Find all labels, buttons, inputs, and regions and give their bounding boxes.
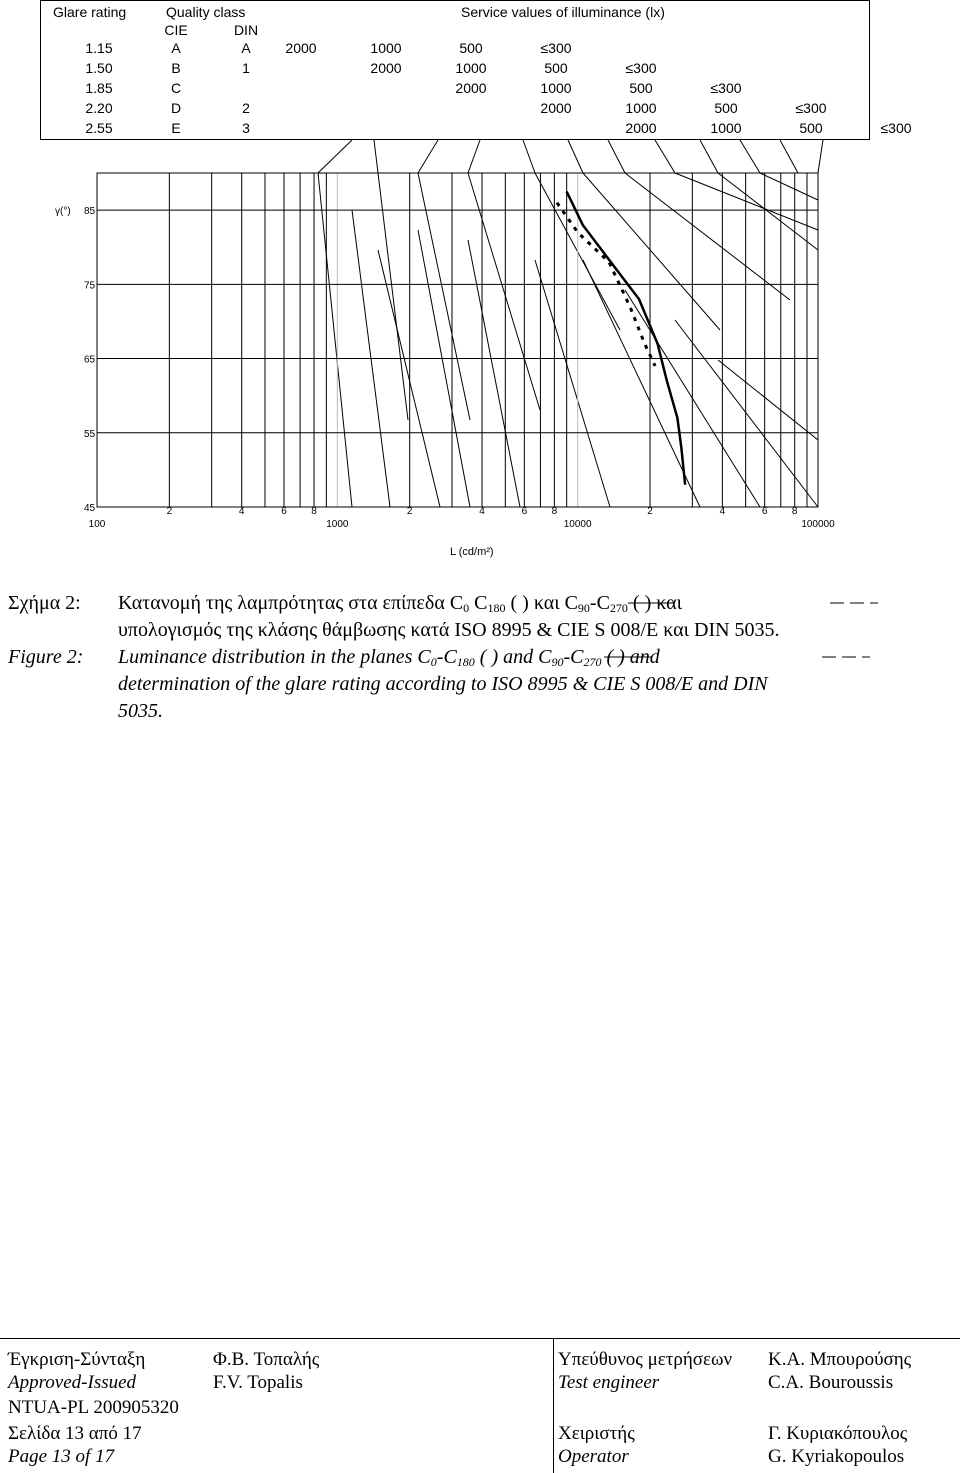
- glare-limit-line: [468, 240, 520, 507]
- operator-label-en: Operator: [558, 1446, 629, 1467]
- row-illuminance-value: ≤300: [625, 60, 657, 76]
- approver-name-en: F.V. Topalis: [213, 1372, 303, 1393]
- glare-limit-lines: [318, 140, 823, 507]
- x-major-tick-label: 100: [88, 519, 106, 530]
- glare-limit-line: [468, 140, 480, 173]
- row-glare-rating: 1.15: [85, 40, 113, 56]
- page-number-gr: Σελίδα 13 από 17: [8, 1423, 142, 1444]
- caption-english-line1: Luminance distribution in the planes $C_0-C_{180}$ ( ) and $C_{90}-C_{270}$ ( ) and: [118, 646, 660, 669]
- row-cie-class: A: [171, 40, 181, 56]
- glare-limit-line: [655, 140, 675, 173]
- operator-label-gr: Χειριστής: [558, 1423, 635, 1444]
- test-engineer-name-en: C.A. Bouroussis: [768, 1372, 894, 1393]
- glare-limit-line: [718, 173, 818, 250]
- x-minor-tick-label: 4: [238, 506, 245, 517]
- row-illuminance-value: 2000: [370, 60, 402, 76]
- row-glare-rating: 2.55: [85, 120, 113, 136]
- caption-greek-line1: Κατανομή της λαμπρότητας στα επίπεδα $C_0$ $C_{180}$ ( ) και $C_{90}-C_{270}$ ( ) και: [118, 592, 683, 615]
- row-glare-rating: 1.85: [85, 80, 113, 96]
- glare-limit-line: [700, 140, 718, 173]
- row-illuminance-value: ≤300: [795, 100, 827, 116]
- header-service-values: Service values of illuminance (lx): [461, 4, 665, 20]
- row-illuminance-value: 1000: [455, 60, 487, 76]
- x-minor-tick-label: 6: [521, 506, 528, 517]
- plot-frame: [97, 173, 818, 507]
- x-major-tick-label: 1000: [326, 519, 349, 530]
- glare-limit-line: [568, 140, 583, 173]
- operator-name-gr: Γ. Κυριακόπουλος: [768, 1423, 908, 1444]
- x-minor-tick-label: 4: [719, 506, 726, 517]
- caption-english-line3: 5035.: [118, 700, 163, 722]
- y-axis-label: γ(°): [55, 206, 71, 217]
- row-glare-rating: 2.20: [85, 100, 113, 116]
- row-cie-class: C: [170, 80, 182, 96]
- row-cie-class: B: [171, 60, 181, 76]
- row-illuminance-value: 500: [714, 100, 738, 116]
- glare-limit-line: [718, 360, 818, 440]
- glare-limit-line: [608, 140, 625, 173]
- glare-limit-line: [535, 260, 610, 507]
- x-minor-tick-label: 2: [406, 506, 413, 517]
- x-major-tick-label: 100000: [801, 519, 835, 530]
- row-din-class: 2: [242, 100, 250, 116]
- test-engineer-name-gr: Κ.Α. Μπουρούσης: [768, 1349, 912, 1370]
- y-tick-label: 45: [84, 503, 96, 514]
- header-din: DIN: [233, 22, 259, 38]
- row-cie-class: D: [170, 100, 182, 116]
- report-id: NTUA-PL 200905320: [8, 1397, 179, 1418]
- approval-label-en: Approved-Issued: [8, 1372, 137, 1393]
- x-major-tick-label: 10000: [563, 519, 592, 530]
- row-illuminance-value: 1000: [370, 40, 402, 56]
- y-tick-label: 85: [84, 206, 96, 218]
- glare-limit-line: [468, 173, 540, 410]
- row-illuminance-value: 500: [459, 40, 483, 56]
- header-quality-class: Quality class: [166, 4, 246, 20]
- approval-label-gr: Έγκριση-Σύνταξη: [8, 1349, 146, 1370]
- row-din-class: A: [241, 40, 251, 56]
- glare-limit-line: [740, 140, 760, 173]
- glare-limit-line: [374, 140, 378, 173]
- glare-rating-table: [40, 0, 912, 140]
- page-number-en: Page 13 of 17: [8, 1446, 115, 1467]
- glare-limit-line: [523, 140, 535, 173]
- caption-greek-line2: υπολογισμός της κλάσης θάμβωσης κατά ISO 8995 & CIE S 008/E και DIN 5035.: [118, 619, 780, 641]
- row-illuminance-value: 1000: [540, 80, 572, 96]
- y-tick-label: 75: [84, 280, 96, 292]
- x-minor-tick-label: 8: [551, 506, 558, 517]
- row-illuminance-value: ≤300: [710, 80, 742, 96]
- header-glare-rating: Glare rating: [53, 4, 127, 20]
- operator-name-en: G. Kyriakopoulos: [768, 1446, 905, 1467]
- glare-limit-line: [818, 140, 823, 173]
- row-din-class: 3: [242, 120, 250, 136]
- luminance-chart: [0, 130, 960, 570]
- test-engineer-label-en: Test engineer: [558, 1372, 660, 1393]
- glare-limit-line: [780, 140, 798, 173]
- row-illuminance-value: 1000: [710, 120, 742, 136]
- x-minor-tick-label: 6: [281, 506, 287, 517]
- row-cie-class: E: [171, 120, 181, 136]
- row-illuminance-value: 500: [544, 60, 568, 76]
- row-glare-rating: 1.50: [85, 60, 113, 76]
- approver-name-gr: Φ.Β. Τοπαλής: [213, 1349, 320, 1370]
- chart-grid: [97, 173, 818, 507]
- chart-series: [557, 192, 685, 485]
- row-illuminance-value: 2000: [540, 100, 572, 116]
- row-illuminance-value: 1000: [625, 100, 657, 116]
- glare-limit-line: [318, 173, 352, 507]
- caption-english-line2: determination of the glare rating according to ISO 8995 & CIE S 008/E and DIN: [118, 673, 768, 695]
- x-minor-tick-label: 6: [761, 506, 768, 517]
- x-minor-tick-label: 8: [311, 506, 317, 517]
- row-illuminance-value: ≤300: [880, 120, 912, 136]
- footer-divider: [0, 1338, 960, 1339]
- header-cie: CIE: [164, 22, 188, 38]
- x-axis-label: L (cd/m²): [450, 546, 494, 558]
- glare-limit-line: [418, 230, 470, 507]
- caption-greek-label: Σχήμα 2:: [8, 592, 81, 614]
- y-tick-label: 55: [84, 428, 96, 440]
- document-footer: [0, 1338, 960, 1473]
- footer-column-divider: [553, 1338, 554, 1473]
- glare-limit-line: [675, 173, 818, 230]
- row-illuminance-value: 2000: [455, 80, 487, 96]
- glare-limit-line: [318, 140, 352, 173]
- series-c0-c180: [567, 192, 685, 485]
- row-din-class: 1: [242, 60, 250, 76]
- x-minor-tick-label: 2: [647, 506, 653, 517]
- y-tick-label: 65: [84, 354, 96, 366]
- x-minor-tick-label: 2: [166, 506, 173, 517]
- glare-limit-line: [378, 250, 440, 507]
- x-minor-tick-label: 8: [791, 506, 798, 517]
- row-illuminance-value: ≤300: [540, 40, 572, 56]
- row-illuminance-value: 2000: [285, 40, 317, 56]
- row-illuminance-value: 2000: [625, 120, 657, 136]
- row-illuminance-value: 500: [799, 120, 823, 136]
- caption-english-label: Figure 2:: [8, 646, 84, 668]
- caption-line-swatches: [0, 590, 960, 730]
- glare-limit-line: [418, 140, 438, 173]
- glare-limit-line: [675, 320, 818, 507]
- test-engineer-label-gr: Υπεύθυνος μετρήσεων: [558, 1349, 733, 1370]
- x-minor-tick-label: 4: [479, 506, 485, 517]
- row-illuminance-value: 500: [629, 80, 653, 96]
- glare-limit-line: [760, 173, 818, 200]
